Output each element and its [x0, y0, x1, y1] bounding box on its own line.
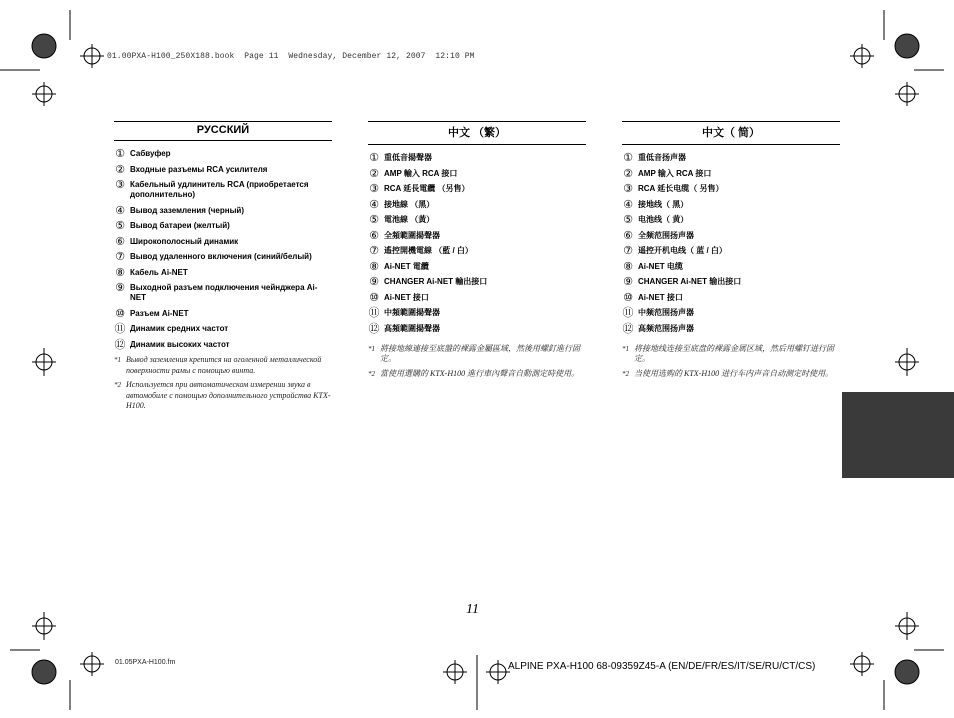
- list-item: [622, 246, 840, 256]
- item-number: ③: [369, 183, 379, 195]
- footnote-text: 將接地線連接至底盤的裸露金屬區域，然後用螺釘進行固定。: [380, 343, 580, 363]
- item-label: Вывод заземления (черный): [130, 205, 245, 215]
- item-number: ⑤: [115, 220, 125, 232]
- footnote: [368, 344, 586, 365]
- list-item: [622, 231, 840, 241]
- footnote: [622, 344, 840, 365]
- footnote-text: Вывод заземления крепится на оголенной металлической поверхности рамы с помощью винта.: [126, 355, 322, 375]
- list-item: [114, 324, 332, 334]
- list-item: [622, 324, 840, 334]
- section-tab-block: [842, 392, 954, 478]
- item-number: ②: [623, 167, 633, 180]
- list-item: [622, 308, 840, 318]
- item-label: Динамик высоких частот: [130, 339, 230, 349]
- list-item: [368, 324, 586, 334]
- footnote-text: 将接地线连接至底盘的裸露金属区域，然后用螺钉进行固定。: [634, 343, 834, 363]
- item-number: ⑦: [115, 251, 125, 263]
- list-item: [622, 215, 840, 225]
- item-label: 中頻範圍揚聲器: [384, 308, 440, 317]
- item-label: Ai-NET 电缆: [638, 261, 683, 271]
- item-label: Ai-NET 接口: [384, 292, 429, 302]
- footnote: [622, 369, 840, 380]
- column-traditional-chinese: [368, 121, 586, 379]
- item-label: CHANGER Ai-NET 輸出接口: [384, 277, 488, 286]
- footnote-text: 當使用選購的 KTX-H100 進行車內聲音自動測定時使用。: [380, 368, 580, 378]
- list-item: [368, 246, 586, 256]
- item-number: ③: [115, 179, 125, 191]
- footer-filename: 01.05PXA-H100.fm: [115, 659, 176, 666]
- footnote-mark: *1: [368, 344, 375, 353]
- list-item: [114, 206, 332, 216]
- list-item: [114, 309, 332, 319]
- item-label: Ai-NET 電纜: [384, 261, 429, 271]
- list-item: [114, 180, 332, 200]
- footnote: [114, 355, 332, 376]
- footnote: [368, 369, 586, 380]
- item-number: ⑤: [623, 214, 633, 226]
- item-label: Разъем Ai-NET: [130, 308, 189, 318]
- list-item: [368, 277, 586, 287]
- item-label: Сабвуфер: [130, 149, 171, 158]
- item-number: ⑫: [622, 322, 634, 335]
- footnote-mark: *2: [114, 381, 121, 389]
- item-label: Широкополосный динамик: [130, 236, 239, 246]
- item-number: ⑫: [114, 338, 126, 351]
- footnote-mark: *1: [114, 356, 121, 364]
- item-number: ①: [369, 152, 379, 164]
- list-item: [368, 153, 586, 163]
- book-file-info: 01.00PXA-H100_250X188.book Page 11 Wednesday, December 12, 2007 12:10 PM: [107, 52, 475, 61]
- footnote-text: Используется при автоматическом измерении звука в автомобиле с помощью дополнительного устройства KTX-H100.: [126, 380, 331, 410]
- list-item: [622, 184, 840, 194]
- item-number: ①: [115, 148, 125, 160]
- item-label: AMP 輸入 RCA 接口: [384, 168, 458, 178]
- list-item: [114, 340, 332, 350]
- list-item: [368, 169, 586, 179]
- list-item: [114, 221, 332, 231]
- item-label: Динамик средних частот: [130, 324, 229, 333]
- item-number: ②: [369, 167, 379, 180]
- footnote-mark: *2: [622, 369, 629, 378]
- item-label: 高頻範圍揚聲器: [384, 323, 440, 333]
- item-label: 重低音扬声器: [638, 153, 686, 162]
- item-number: ⑤: [369, 214, 379, 226]
- list-item: [368, 262, 586, 272]
- item-label: 接地線 （黑）: [384, 199, 435, 209]
- item-number: ⑧: [369, 260, 379, 273]
- item-label: Кабельный удлинитель RCA (приобретается дополнительно): [130, 180, 309, 199]
- list-item: [622, 153, 840, 163]
- column-title: 中文（ 简）: [622, 121, 840, 145]
- list-item: [622, 293, 840, 303]
- item-number: ⑥: [369, 229, 379, 242]
- item-label: 中频范围扬声器: [638, 308, 694, 317]
- item-label: 高频范围扬声器: [638, 323, 694, 333]
- item-number: ⑩: [623, 291, 633, 304]
- list-item: [114, 268, 332, 278]
- footer-model-info: ALPINE PXA-H100 68-09359Z45-A (EN/DE/FR/ES/IT/SE/RU/CT/CS): [508, 661, 816, 672]
- item-label: 电池线（ 黄）: [638, 215, 689, 224]
- item-number: ⑩: [369, 291, 379, 304]
- item-number: ⑥: [115, 235, 125, 248]
- footnote-text: 当使用选购的 KTX-H100 进行车内声音自动测定时使用。: [634, 368, 834, 378]
- list-item: [114, 283, 332, 303]
- item-number: ④: [369, 198, 379, 211]
- item-number: ③: [623, 183, 633, 195]
- item-number: ⑥: [623, 229, 633, 242]
- list-item: [368, 215, 586, 225]
- list-item: [114, 252, 332, 262]
- item-label: RCA 延長電纜 （另售）: [384, 184, 470, 193]
- item-label: Вывод удаленного включения (синий/белый): [130, 252, 312, 261]
- item-number: ⑨: [623, 276, 633, 288]
- item-label: CHANGER Ai-NET 输出接口: [638, 277, 742, 286]
- page-number: 11: [466, 602, 479, 617]
- list-item: [368, 293, 586, 303]
- item-label: RCA 延长电缆（ 另售）: [638, 184, 724, 193]
- list-item: [622, 277, 840, 287]
- footnote-mark: *1: [622, 344, 629, 353]
- item-label: 全頻範圍揚聲器: [384, 230, 440, 240]
- item-label: 遙控開機電線 （藍 / 白）: [384, 246, 473, 255]
- item-number: ②: [115, 163, 125, 176]
- item-label: Вывод батареи (желтый): [130, 221, 230, 230]
- item-number: ⑪: [114, 323, 126, 335]
- item-number: ⑪: [368, 307, 380, 319]
- list-item: [368, 184, 586, 194]
- column-title: РУССКИЙ: [114, 121, 332, 141]
- item-number: ④: [115, 204, 125, 217]
- footnote: [114, 380, 332, 412]
- item-label: Ai-NET 接口: [638, 292, 683, 302]
- list-item: [622, 169, 840, 179]
- list-item: [114, 165, 332, 175]
- item-label: 接地线（ 黑）: [638, 199, 689, 209]
- column-title: 中文 （繁）: [368, 121, 586, 145]
- item-label: Кабель Ai-NET: [130, 267, 188, 277]
- item-number: ⑫: [368, 322, 380, 335]
- list-item: [368, 231, 586, 241]
- item-number: ⑦: [369, 245, 379, 257]
- list-item: [114, 149, 332, 159]
- column-simplified-chinese: [622, 121, 840, 379]
- list-item: [368, 200, 586, 210]
- item-number: ⑧: [115, 266, 125, 279]
- list-item: [368, 308, 586, 318]
- item-label: 重低音揚聲器: [384, 153, 432, 162]
- item-label: Выходной разъем подключения чейнджера Ai-NET: [130, 283, 318, 302]
- footnote-mark: *2: [368, 369, 375, 378]
- item-label: AMP 输入 RCA 接口: [638, 168, 712, 178]
- item-number: ①: [623, 152, 633, 164]
- item-number: ④: [623, 198, 633, 211]
- item-number: ⑧: [623, 260, 633, 273]
- list-item: [622, 262, 840, 272]
- column-russian: [114, 121, 332, 412]
- item-label: Входные разъемы RCA усилителя: [130, 164, 268, 174]
- item-number: ⑪: [622, 307, 634, 319]
- item-label: 電池線 （黃）: [384, 215, 435, 224]
- list-item: [114, 237, 332, 247]
- item-label: 遥控开机电线（ 蓝 / 白）: [638, 246, 727, 255]
- item-number: ⑩: [115, 307, 125, 320]
- item-number: ⑨: [115, 282, 125, 294]
- list-item: [622, 200, 840, 210]
- item-label: 全频范围扬声器: [638, 230, 694, 240]
- item-number: ⑦: [623, 245, 633, 257]
- item-number: ⑨: [369, 276, 379, 288]
